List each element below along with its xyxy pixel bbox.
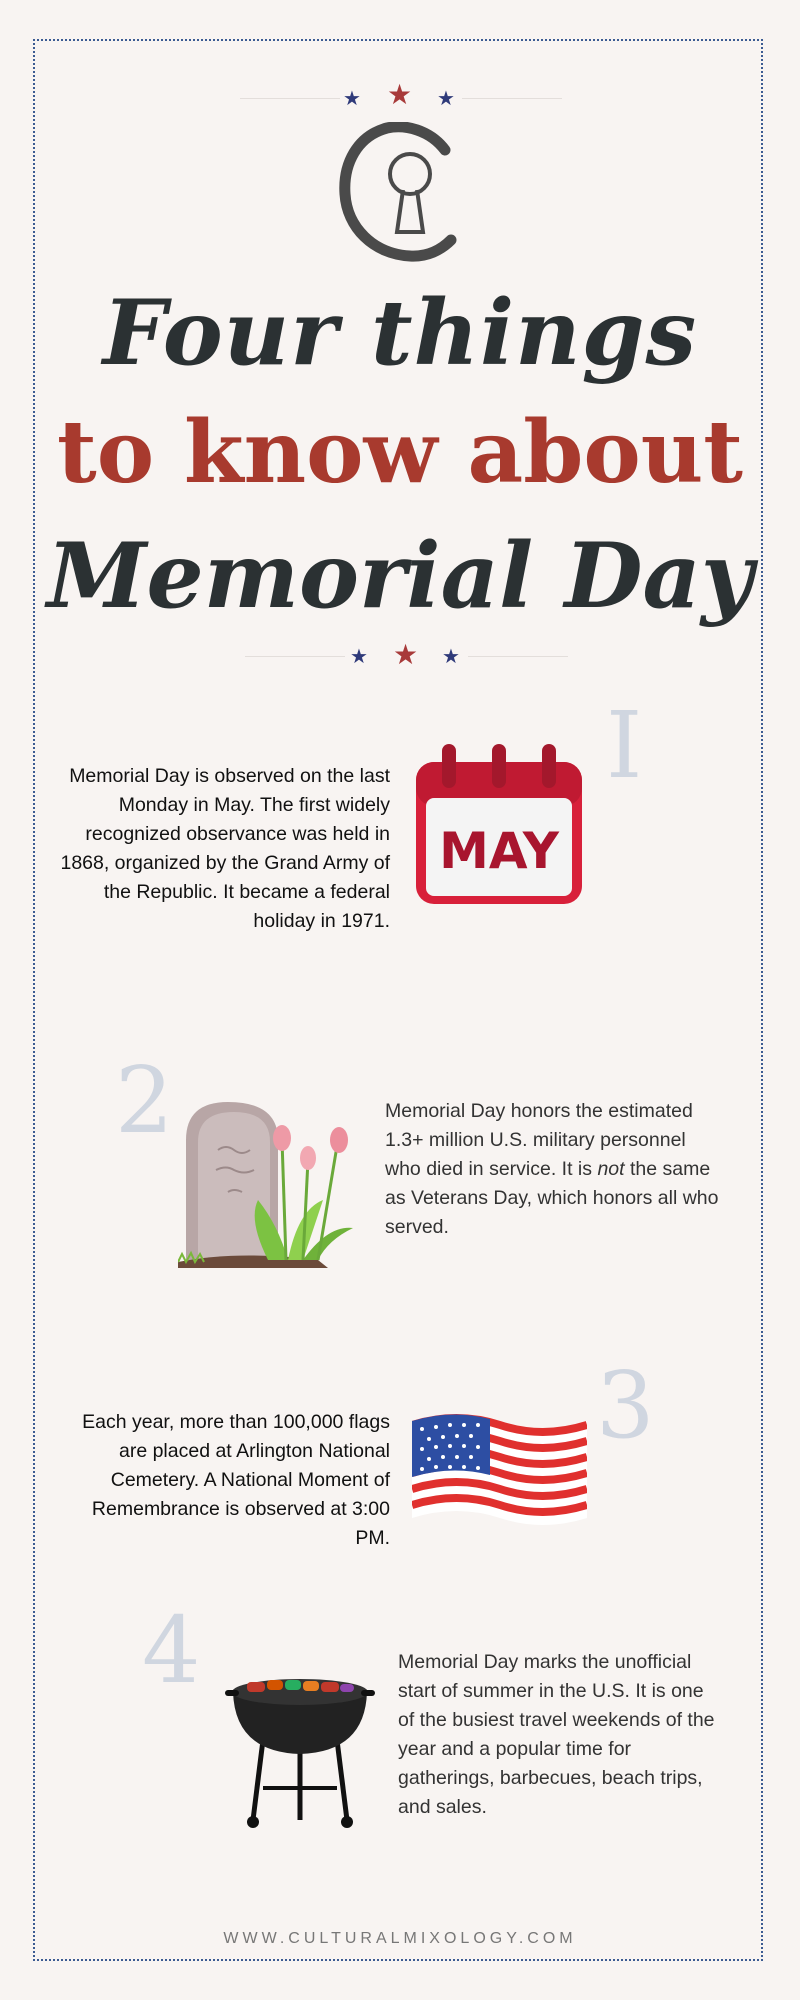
numeral-2: 2 <box>115 1047 174 1154</box>
numeral-1: I <box>606 692 643 799</box>
gravestone-with-tulips-icon <box>178 1100 363 1270</box>
american-flag-icon <box>412 1413 587 1528</box>
star-icon: ★ <box>343 86 361 110</box>
top-star-divider <box>0 78 800 118</box>
calendar-label: MAY <box>439 822 559 880</box>
footer-url[interactable]: WWW.CULTURALMIXOLOGY.COM <box>223 1930 577 1947</box>
headline-line-1: Four things <box>102 280 698 386</box>
fact-2-text: Memorial Day honors the estimated 1.3+ million U.S. military personnel who died in service. It is not the same as Veterans Day, which honors all who served. <box>385 1100 719 1238</box>
fact-4-text: Memorial Day marks the unofficial start of summer in the U.S. It is one of the busiest travel weekends of the year and a popular time for gatherings, barbecues, beach trips, and sales. <box>398 1651 715 1818</box>
star-icon: ★ <box>393 638 419 671</box>
numeral-3: 3 <box>596 1352 655 1459</box>
star-icon: ★ <box>350 644 368 668</box>
bottom-star-divider <box>0 636 800 676</box>
headline-line-3: Memorial Day <box>46 523 754 629</box>
fact-3-text: Each year, more than 100,000 flags are placed at Arlington National Cemetery. A National Moment of Remembrance is observed at 3:00 PM. <box>82 1411 390 1549</box>
star-icon: ★ <box>437 86 455 110</box>
fact-1-text: Memorial Day is observed on the last Monday in May. The first widely recognized observance was held in 1868, organized by the Grand Army of the Republic. It became a federal holiday in 1971. <box>60 765 390 932</box>
calendar-icon <box>412 740 587 910</box>
barbecue-grill-icon <box>225 1670 375 1830</box>
numeral-4: 4 <box>142 1597 201 1704</box>
headline-line-2: to know about <box>57 402 743 503</box>
cultural-mixology-logo <box>335 122 465 262</box>
star-icon: ★ <box>387 78 413 111</box>
star-icon: ★ <box>442 644 460 668</box>
